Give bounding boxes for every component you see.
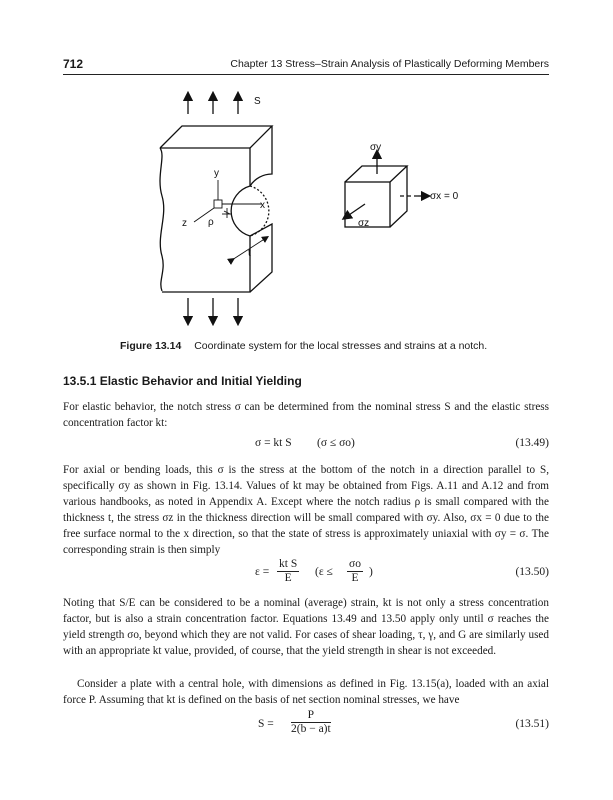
eq50-denominator: E: [284, 572, 292, 584]
page-header: [63, 57, 549, 73]
label-x: x: [260, 200, 265, 211]
page-number: 712: [63, 57, 84, 71]
section-heading: [63, 374, 302, 388]
eq49-condition: (σ ≤ σo): [317, 437, 355, 449]
eq50-cond-close: ): [369, 566, 373, 578]
eq51-numerator: P: [291, 709, 331, 723]
label-sigma-x: σx = 0: [430, 191, 459, 202]
eq50-cond-denominator: E: [351, 572, 359, 584]
stress-element-cube: [345, 154, 426, 227]
notch-figure: [150, 86, 480, 332]
notched-plate: [160, 126, 272, 292]
label-sigma-y: σy: [370, 142, 382, 153]
eq49-number: (13.49): [515, 437, 549, 449]
label-rho: ρ: [208, 217, 214, 228]
eq50-numerator: kt S: [279, 558, 298, 570]
paragraph-2: For axial or bending loads, this σ is the stress at the bottom of the notch in a direction parallel to S, specifically σy as shown in Fig. 13.14. Values of kt may be obtained from Figs. A.11 and A.12 and from various handbooks, as noted in Appendix A. Except where the notch radius ρ is small compared with the thickness t, the stress σz in the thickness direction will be small compared with σy. Also, σx = 0 due to the free surface normal to the x direction, so that the state of stress is approximately uniaxial with σy = σ. The corresponding strain is then simply: [63, 464, 549, 556]
eq51-number: (13.51): [515, 718, 549, 730]
label-sigma-z: σz: [358, 218, 370, 229]
load-arrows-top: [188, 96, 238, 114]
figure-caption-label: Figure 13.14: [120, 340, 182, 352]
label-s: S: [254, 96, 261, 107]
running-head: Chapter 13 Stress–Strain Analysis of Plastically Deforming Members: [230, 58, 549, 70]
label-t: t: [248, 248, 251, 259]
eq51-fraction: [291, 709, 331, 736]
figure-caption-text: Coordinate system for the local stresses and strains at a notch.: [194, 340, 488, 352]
eq49-expression: σ = kt S: [255, 437, 292, 449]
equation-13-50: [63, 557, 549, 591]
eq50-cond-open: (ε ≤: [315, 566, 333, 578]
figure-caption: [120, 340, 540, 352]
equation-13-49: [63, 437, 549, 457]
load-arrows-bottom: [188, 298, 238, 321]
eq50-fraction: [277, 558, 299, 585]
eq50-lhs: ε =: [255, 566, 270, 578]
paragraph-4: Consider a plate with a central hole, with dimensions as defined in Fig. 13.15(a), loaded with an axial force P. Assuming that kt is defined on the basis of net section nominal stresses, we have: [63, 678, 549, 706]
eq51-lhs: S =: [258, 718, 274, 730]
paragraph-3: Noting that S/E can be considered to be a nominal (average) strain, kt is not only a stress concentration factor, but is also a strain concentration factor. Equations 13.49 and 13.50 apply only until σ reaches the yield strength σo, beyond which they are not valid. For cases of shear loading, τ, γ, and G are similarly used with an appropriate kt value, provided, of course, that the yield strength in shear is not exceeded.: [63, 597, 549, 657]
equation-13-51: [63, 708, 549, 742]
paragraph-1: For elastic behavior, the notch stress σ can be determined from the nominal stress S and the elastic stress concentration factor kt:: [63, 401, 549, 429]
eq50-cond-fraction: [347, 558, 363, 585]
section-title: Elastic Behavior and Initial Yielding: [99, 374, 302, 388]
header-rule: [63, 74, 549, 75]
label-z: z: [182, 218, 187, 229]
label-y: y: [214, 168, 219, 179]
eq51-denominator: 2(b − a)t: [291, 723, 331, 735]
eq50-number: (13.50): [515, 566, 549, 578]
section-number: 13.5.1: [63, 374, 97, 388]
eq50-cond-numerator: σo: [349, 558, 361, 570]
